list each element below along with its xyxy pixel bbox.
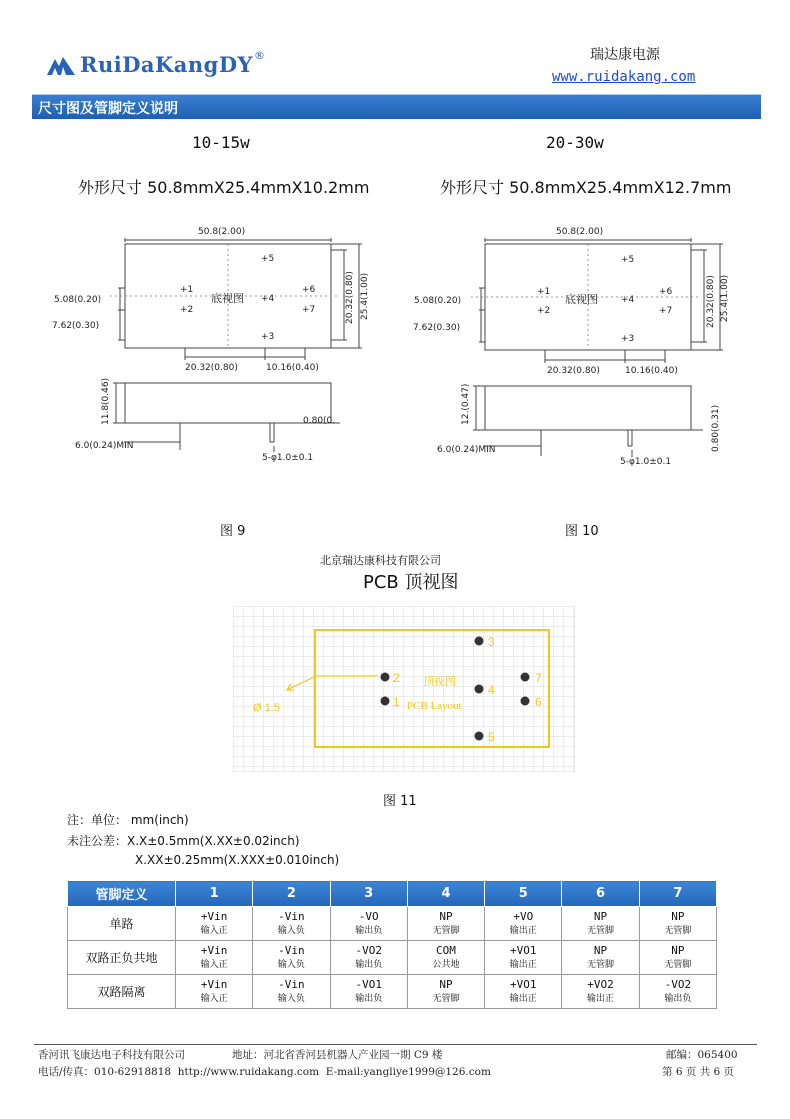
body-height-label: 12.(0.47) [461, 383, 471, 425]
pin-1-marker: +1 [180, 285, 194, 295]
left-power-rating: 10-15w [192, 133, 250, 152]
row-label: 双路正负共地 [68, 941, 176, 975]
table-cell: NP 无管脚 [562, 907, 639, 941]
table-cell: +Vin 输入正 [176, 975, 253, 1009]
table-header-row [68, 881, 717, 907]
table-row [68, 941, 717, 975]
table-cell: +VO 输出正 [485, 907, 562, 941]
column-header: 6 [562, 881, 639, 907]
table-cell: -VO2 输出负 [330, 941, 407, 975]
table-cell: COM 公共地 [407, 941, 484, 975]
pcb-hole-2 [381, 673, 390, 682]
table-cell: +Vin 输入正 [176, 941, 253, 975]
pin-markers [180, 254, 316, 342]
right-power-rating: 20-30w [546, 133, 604, 152]
bottom-view-label: 底视图 [565, 293, 598, 306]
pcb-layout-diagram [233, 606, 575, 772]
width-label: 50.8(2.00) [198, 227, 246, 237]
pcb-title: PCB 顶视图 [363, 572, 459, 593]
pcb-top-view-label: 顶视图 [423, 676, 456, 688]
pin-1-marker: +1 [537, 287, 551, 297]
column-header: 3 [330, 881, 407, 907]
pin-diameter-label: 5-φ1.0±0.1 [262, 453, 314, 463]
standoff-label: 0.80(0.31) [711, 404, 721, 452]
table-row [68, 975, 717, 1009]
column-header: 1 [176, 881, 253, 907]
height-label: 25.4(1.00) [360, 272, 370, 320]
table-cell: -Vin 输入负 [253, 907, 330, 941]
table-cell: +VO2 输出正 [562, 975, 639, 1009]
unit-note: 注：单位： mm(inch) [67, 813, 189, 827]
pin-length-label: 6.0(0.24)MIN [437, 445, 496, 455]
body-height-label: 11.8(0.46) [101, 377, 111, 425]
pcb-pin-1-label: 1 [393, 695, 400, 709]
pcb-pin-5-label: 5 [488, 730, 495, 744]
right-dimensions: 外形尺寸 50.8mmX25.4mmX12.7mm [440, 178, 732, 197]
company-name: 瑞达康电源 [590, 47, 660, 63]
table-cell: NP 无管脚 [639, 941, 716, 975]
pcb-hole-5 [475, 732, 484, 741]
pcb-hole-1 [381, 697, 390, 706]
footer-company: 香河讯飞康达电子科技有限公司 [38, 1049, 185, 1061]
pin-definition-table [67, 880, 717, 1009]
height-label: 25.4(1.00) [720, 274, 730, 322]
table-cell: -VO 输出负 [330, 907, 407, 941]
right-dimension-drawing [403, 220, 738, 468]
table-cell: NP 无管脚 [407, 907, 484, 941]
section-title: 尺寸图及管脚定义说明 [38, 101, 178, 117]
pcb-hole-6 [521, 697, 530, 706]
table-cell: +VO1 输出正 [485, 941, 562, 975]
pin-offset-label-2: 7.62(0.30) [52, 321, 100, 331]
pin-spacing-v-label: 20.32(0.80) [706, 275, 716, 328]
pin-4-marker: +4 [621, 295, 635, 305]
row-label: 双路隔离 [68, 975, 176, 1009]
pcb-hole-7 [521, 673, 530, 682]
figure-9-caption: 图 9 [220, 524, 246, 539]
table-cell: +Vin 输入正 [176, 907, 253, 941]
left-dimension-drawing [40, 220, 370, 465]
pin-spacing-v-label: 20.32(0.80) [345, 271, 355, 324]
pin-4-marker: +4 [261, 294, 275, 304]
pin-6-marker: +6 [659, 287, 673, 297]
pcb-pin-6-label: 6 [535, 695, 542, 709]
column-header: 4 [407, 881, 484, 907]
mountain-logo-icon [46, 54, 76, 76]
table-cell: -VO2 输出负 [639, 975, 716, 1009]
footer-postcode: 邮编：065400 [666, 1049, 738, 1061]
table-cell: -VO1 输出负 [330, 975, 407, 1009]
footer-address: 地址：河北省香河县机器人产业园一期 C9 楼 [232, 1049, 443, 1061]
bottom-view-label: 底视图 [211, 292, 244, 305]
tolerance-note: 未注公差：X.X±0.5mm(X.XX±0.02inch) [67, 834, 300, 848]
company-logo [46, 49, 266, 77]
pin-5-marker: +5 [261, 254, 275, 264]
pin-2-marker: +2 [180, 305, 194, 315]
pin-diameter-label: 5-φ1.0±0.1 [620, 457, 672, 467]
pin-spacing-h2-label: 10.16(0.40) [625, 366, 678, 376]
pin-offset-label-2: 7.62(0.30) [413, 323, 461, 333]
pin-spacing-h2-label: 10.16(0.40) [266, 363, 319, 373]
hole-size-label: Ø 1.5 [253, 702, 280, 714]
pin-offset-label: 5.08(0.20) [54, 295, 102, 305]
left-dimensions: 外形尺寸 50.8mmX25.4mmX10.2mm [78, 178, 370, 197]
column-header: 5 [485, 881, 562, 907]
figure-11-caption: 图 11 [383, 794, 417, 809]
footer-contact: 电话/传真：010-62918818 http://www.ruidakang.com E-mail:yangliye1999@126.com [38, 1066, 491, 1078]
pcb-company-name: 北京瑞达康科技有限公司 [320, 554, 441, 567]
figure-10-caption: 图 10 [565, 524, 599, 539]
width-label: 50.8(2.00) [556, 227, 604, 237]
table-cell: +VO1 输出正 [485, 975, 562, 1009]
pin-7-marker: +7 [659, 306, 673, 316]
column-header: 7 [639, 881, 716, 907]
table-cell: NP 无管脚 [407, 975, 484, 1009]
pin-length-label: 6.0(0.24)MIN [75, 441, 134, 451]
tolerance-note-2: X.XX±0.25mm(X.XXX±0.010inch) [135, 853, 340, 867]
pin-5-marker: +5 [621, 255, 635, 265]
logo-text: RuiDaKangDY [80, 52, 254, 77]
pcb-hole-4 [475, 685, 484, 694]
pin-2-marker: +2 [537, 306, 551, 316]
pcb-pin-7-label: 7 [535, 671, 542, 685]
pin-spacing-h-label: 20.32(0.80) [547, 366, 600, 376]
column-header: 2 [253, 881, 330, 907]
footer-divider [34, 1044, 757, 1045]
pcb-pin-3-label: 3 [488, 635, 495, 649]
pcb-hole-3 [475, 637, 484, 646]
standoff-label: 0.80(0. [303, 416, 336, 426]
pin-3-marker: +3 [621, 334, 635, 344]
table-cell: -Vin 输入负 [253, 975, 330, 1009]
column-header: 管脚定义 [68, 881, 176, 907]
table-cell: NP 无管脚 [562, 941, 639, 975]
pcb-layout-label: PCB Layout [407, 700, 462, 712]
pin-markers [537, 255, 673, 344]
pin-7-marker: +7 [302, 305, 316, 315]
pcb-pin-2-label: 2 [393, 671, 400, 685]
table-cell: NP 无管脚 [639, 907, 716, 941]
table-row [68, 907, 717, 941]
registered-mark: ® [254, 49, 266, 62]
pin-offset-label: 5.08(0.20) [414, 296, 462, 306]
website-link[interactable]: www.ruidakang.com [552, 69, 696, 85]
row-label: 单路 [68, 907, 176, 941]
table-cell: -Vin 输入负 [253, 941, 330, 975]
pin-3-marker: +3 [261, 332, 275, 342]
pin-6-marker: +6 [302, 285, 316, 295]
pcb-pin-4-label: 4 [488, 683, 495, 697]
pin-spacing-h-label: 20.32(0.80) [185, 363, 238, 373]
footer-page-number: 第 6 页 共 6 页 [662, 1066, 735, 1078]
